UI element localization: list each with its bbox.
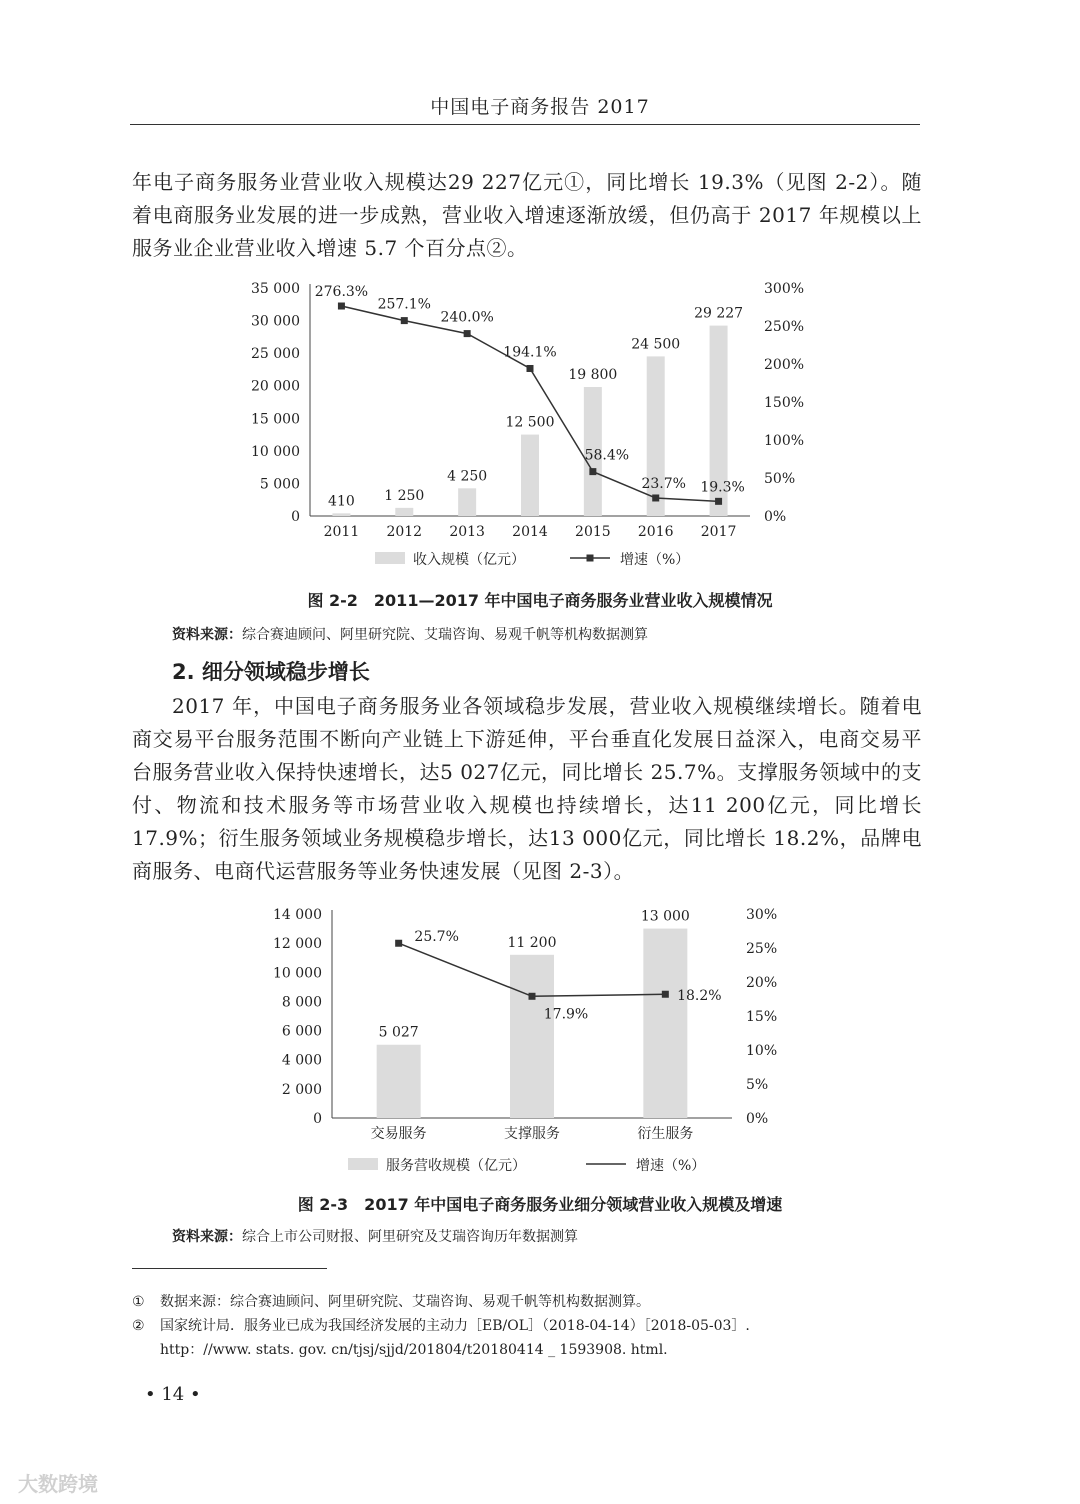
chart1-growth-label: 58.4% xyxy=(584,447,630,464)
figure-2-2-source-text: 综合赛迪顾问、阿里研究院、艾瑞咨询、易观千帆等机构数据测算 xyxy=(242,627,648,643)
chart1-y2-tick-label: 100% xyxy=(764,433,805,449)
chart1-growth-label: 23.7% xyxy=(641,475,686,492)
chart2-bar xyxy=(377,1045,421,1118)
footnote-1-number: ① xyxy=(132,1294,145,1310)
figure-2-3-source xyxy=(172,1226,578,1246)
chart1-y-tick-label: 20 000 xyxy=(251,378,300,395)
chart2-legend-bar-swatch xyxy=(348,1158,378,1170)
chart2-bar-label: 13 000 xyxy=(640,908,690,925)
chart1-growth-point xyxy=(401,317,408,324)
chart2-y-tick-label: 12 000 xyxy=(273,936,322,953)
paragraph-1 xyxy=(132,166,922,265)
chart1-growth-label: 194.1% xyxy=(503,344,557,361)
figure-2-3-caption: 图 2-3 2017 年中国电子商务服务业细分领域营业收入规模及增速 xyxy=(297,1195,783,1214)
chart2-bar xyxy=(510,955,554,1118)
page-number: • 14 • xyxy=(145,1384,201,1405)
chart2-y-tick-label: 6 000 xyxy=(281,1023,322,1040)
chart2-x-tick-label: 交易服务 xyxy=(370,1126,427,1142)
chart1-y2-tick-label: 200% xyxy=(764,357,805,373)
chart2-bar-label: 11 200 xyxy=(507,934,557,951)
chart1-growth-point xyxy=(589,468,596,475)
chart2-y-tick-label: 2 000 xyxy=(281,1081,322,1098)
chart2-y2-tick-label: 20% xyxy=(746,975,778,991)
figure-2-2-caption: 图 2-2 2011—2017 年中国电子商务服务业营业收入规模情况 xyxy=(307,591,773,610)
chart2-y-tick-label: 14 000 xyxy=(273,907,322,923)
chart1-growth-point xyxy=(527,365,534,372)
chart1-bar xyxy=(458,488,476,516)
figure-2-2-source xyxy=(172,624,648,644)
footnote-1 xyxy=(132,1290,650,1314)
chart2-growth-label: 25.7% xyxy=(414,929,459,946)
header-rule xyxy=(130,124,920,125)
chart1-x-tick-label: 2016 xyxy=(637,524,674,540)
chart1-legend-line-label: 增速（%） xyxy=(620,552,690,568)
chart2-y-tick-label: 0 xyxy=(313,1111,322,1127)
figure-2-3-source-text: 综合上市公司财报、阿里研究及艾瑞咨询历年数据测算 xyxy=(242,1229,578,1245)
chart1-bar xyxy=(647,356,665,516)
chart1-bar-label: 410 xyxy=(328,493,355,510)
chart1-y2-tick-label: 50% xyxy=(764,471,796,487)
chart1-bar-label: 1 250 xyxy=(384,487,425,504)
chart1-x-tick-label: 2014 xyxy=(512,524,548,540)
chart2-x-tick-label: 支撑服务 xyxy=(504,1126,560,1142)
chart1-growth-point xyxy=(715,498,722,505)
section-title: 2. 细分领域稳步增长 xyxy=(172,660,370,684)
chart1-growth-point xyxy=(464,330,471,337)
chart1-y-tick-label: 0 xyxy=(291,509,300,525)
chart1-y-tick-label: 15 000 xyxy=(251,411,300,428)
chart1-bar-label: 4 250 xyxy=(447,468,488,485)
chart1-bar xyxy=(521,435,539,516)
chart1-growth-label: 240.0% xyxy=(440,309,494,326)
chart1-x-tick-label: 2017 xyxy=(700,524,737,540)
chart1-x-tick-label: 2011 xyxy=(323,524,360,540)
chart1-y-tick-label: 5 000 xyxy=(259,476,300,493)
chart1-y-tick-label: 10 000 xyxy=(251,443,300,460)
chart1-bar-label: 12 500 xyxy=(505,414,555,431)
chart2-bar xyxy=(643,929,687,1118)
chart2-y2-tick-label: 10% xyxy=(746,1043,778,1059)
chart1-y2-tick-label: 150% xyxy=(764,395,805,411)
chart1-x-tick-label: 2013 xyxy=(449,524,485,540)
chart2-growth-point xyxy=(395,940,402,947)
footnote-2-text: 国家统计局．服务业已成为我国经济发展的主动力［EB/OL］（2018-04-14）［2018-05-03］. xyxy=(160,1318,750,1334)
chart1-legend-bar-swatch xyxy=(375,552,405,564)
chart1-x-tick-label: 2015 xyxy=(575,524,611,540)
chart1-bar-label: 24 500 xyxy=(631,336,681,353)
chart2-x-tick-label: 衍生服务 xyxy=(637,1126,694,1142)
chart2-y2-tick-label: 15% xyxy=(746,1009,778,1025)
chart2-y2-tick-label: 25% xyxy=(746,941,778,957)
chart2-growth-label: 18.2% xyxy=(677,988,722,1005)
chart2-growth-label: 17.9% xyxy=(543,1006,589,1023)
paragraph-1-text: 年电子商务服务业营业收入规模达29 227亿元①，同比增长 19.3%（见图 2-2）。随着电商服务业发展的进一步成熟，营业收入增速逐渐放缓，但仍高于 2017 年规模以上服务业企业营业收入增速 5.7 个百分点②。 xyxy=(132,170,922,260)
footnote-2-url-text: http：//www. stats. gov. cn/tjsj/sjjd/201804/t20180414 _ 1593908. html. xyxy=(160,1342,668,1358)
footnote-2-number: ② xyxy=(132,1318,145,1334)
chart2-bar-label: 5 027 xyxy=(378,1024,419,1041)
footnote-2 xyxy=(132,1314,750,1338)
chart2-growth-point xyxy=(529,993,536,1000)
chart1-y2-tick-label: 0% xyxy=(764,509,787,525)
chart1-bar xyxy=(395,508,413,516)
running-header: 中国电子商务报告 2017 xyxy=(430,96,650,118)
chart1-growth-point xyxy=(652,494,659,501)
footnote-2-url xyxy=(132,1338,668,1362)
paragraph-2 xyxy=(132,690,922,888)
chart2-y2-tick-label: 30% xyxy=(746,907,778,923)
figure-2-3-source-label: 资料来源： xyxy=(172,1229,242,1245)
chart-revenue-2011-2017 xyxy=(240,276,840,576)
watermark-logo: 大数跨境 xyxy=(18,1472,98,1496)
chart2-y2-tick-label: 5% xyxy=(746,1077,769,1093)
paragraph-2-text: 2017 年，中国电子商务服务业各领域稳步发展，营业收入规模继续增长。随着电商交易平台服务范围不断向产业链上下游延伸，平台垂直化发展日益深入，电商交易平台服务营业收入保持快速增长，达5 027亿元，同比增长 25.7%。支撑服务领域中的支付、物流和技术服务等市场营业收入规模也持续增长，达11 200亿元，同比增长 17.9%；衍生服务领域业务规模稳步增长，达13 000亿元，同比增长 18.2%，品牌电商服务、电商代运营服务等业务快速发展（见图 2-3）。 xyxy=(132,694,922,883)
chart1-y2-tick-label: 250% xyxy=(764,319,805,335)
chart2-growth-point xyxy=(662,991,669,998)
chart1-bar xyxy=(332,513,350,516)
chart1-y2-tick-label: 300% xyxy=(764,281,805,297)
chart1-growth-label: 19.3% xyxy=(700,479,745,496)
chart-segments-2017 xyxy=(260,900,800,1182)
chart2-y-tick-label: 8 000 xyxy=(281,994,322,1011)
chart1-bar-label: 19 800 xyxy=(568,367,618,384)
chart2-y-tick-label: 4 000 xyxy=(281,1052,322,1069)
chart1-y-tick-label: 35 000 xyxy=(251,281,300,297)
chart1-legend-line-marker xyxy=(587,555,594,562)
chart1-bar-label: 29 227 xyxy=(694,305,744,322)
figure-2-2-source-label: 资料来源： xyxy=(172,627,242,643)
chart1-growth-point xyxy=(338,303,345,310)
chart1-y-tick-label: 30 000 xyxy=(251,313,300,330)
chart2-legend-bar-label: 服务营收规模（亿元） xyxy=(386,1158,526,1174)
chart2-y-tick-label: 10 000 xyxy=(273,965,322,982)
chart1-y-tick-label: 25 000 xyxy=(251,346,300,363)
chart1-legend-bar-label: 收入规模（亿元） xyxy=(413,552,525,568)
chart2-y2-tick-label: 0% xyxy=(746,1111,769,1127)
footnote-rule xyxy=(132,1268,327,1269)
footnote-1-text: 数据来源：综合赛迪顾问、阿里研究院、艾瑞咨询、易观千帆等机构数据测算。 xyxy=(160,1294,650,1310)
chart1-x-tick-label: 2012 xyxy=(386,524,423,540)
chart2-legend-line-label: 增速（%） xyxy=(636,1158,706,1174)
chart1-growth-label: 276.3% xyxy=(314,284,369,301)
chart1-growth-label: 257.1% xyxy=(377,296,431,313)
